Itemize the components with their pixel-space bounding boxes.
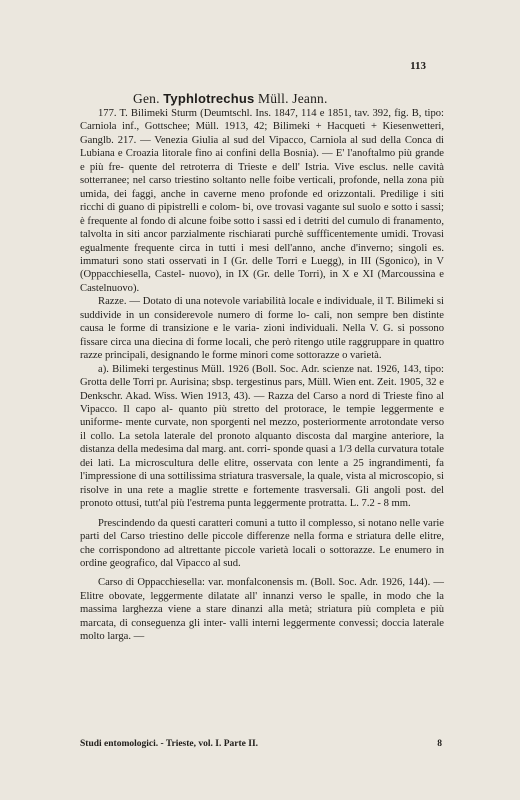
text-line: angoli post. del pronoto ottusi, tutt'al più l'estrema punta leggermente	[80, 484, 444, 510]
page-number: 113	[410, 60, 426, 72]
text-line: cali, non sempre ben distinte causa le forme di transizione e le varia-	[80, 309, 444, 335]
text-line: forme locali, che però ritengo utile raggruppare in quattro razze	[80, 336, 445, 362]
text-line: fino ai confini della Bosnia). — E' l'anoftalmo più grande e più fre-	[80, 148, 444, 173]
text-line: quanto più stretto del protorace, le tempie leggermente e uniforme-	[80, 403, 444, 429]
text-line: talvolta in siti ancor parzialmente rischiarati purchè suffficentemente	[80, 229, 382, 241]
text-line: pars, Müll. Wien ent. Zeit. 1905, 32 e Denkschr. Akad. Wiss. Wien 1913,	[80, 377, 444, 402]
footer-signature: 8	[437, 739, 442, 749]
text-line: orizzontali. Predilige i siti ricchi di guano di pipistrelli e colom-	[80, 188, 444, 214]
text-line: il T. Bilimeki si suddivide in un considerevole numero di forme lo-	[80, 296, 444, 321]
paragraph-a	[80, 363, 444, 511]
text-line: sotterranee; nel carso triestino soltanto nelle foibe verticali, profonde,	[80, 175, 384, 187]
text-line: delle Torri e Luegg), in III (Sgonico), in V (Oppacchiesella, Castel-	[80, 255, 444, 281]
text-line: nella zona più umida, dei faggi, anche in caverne meno profonde ed	[80, 175, 445, 200]
text-line: margine anteriore, la distanza della medesima dal marg. ant. corri-	[80, 430, 444, 456]
text-line: umidi. Trovasi egualmente frequente circa in tutti i mesi dell'anno,	[80, 229, 444, 254]
text-line: si risolve in una rete a maglie strette e fortemente trasversali. Gli	[80, 471, 444, 496]
text-line: protratta. L. 7.2 - 8 mm.	[308, 498, 411, 510]
text-line: nuovo), in IX (Gr. delle Torri), in X e XI (Marcoussina e Castelnuovo).	[80, 269, 445, 294]
text-line: principali, designando le forme minori come sottorazze o varietà.	[104, 350, 382, 362]
text-line: verso il collo. La setola laterale del pronoto alquanto discosta dal	[80, 417, 445, 442]
text-line: Carso di Oppacchiesella: var. monfalconensis m. (Boll. Soc. Adr.	[98, 577, 382, 589]
page-body	[80, 107, 444, 644]
text-line: Hacqueti + Kiesenwetteri, Ganglb. 217. — Venezia Giulia al sud del	[80, 121, 444, 146]
paragraph-prescindendo	[80, 517, 444, 571]
text-line: spalle, in modo che la massima larghezza viene a stare dinanzi alla	[80, 590, 444, 616]
text-line: a). Bilimeki tergestinus Müll. 1926 (Boll. Soc. Adr. scienze nat.	[98, 363, 376, 375]
genus-prefix: Gen.	[133, 91, 160, 106]
text-line: Razze. — Dotato di una notevole variabilità locale e individuale,	[98, 296, 378, 308]
text-line: mente curvate, non sporgenti nel mezzo, posteriormente arrotondate	[125, 417, 422, 429]
text-line: Vipacco, Carniola al sud della Conca di Lubiana e Croazia litorale	[80, 134, 444, 160]
paragraph-razze	[80, 295, 444, 362]
text-line: notano nelle varie parti del Carso triestino delle piccole differenze	[80, 517, 444, 543]
paragraph-carso	[80, 576, 444, 643]
text-line: fig. B, tipo: Carniola inf., Gottschee; Müll. 1913, 42; Bilimeki +	[80, 108, 444, 133]
text-line: delle elitre, osservata con lente a 25 ingrandimenti, fa l'impressione	[80, 457, 444, 483]
text-line: 1926, 143, tipo: Grotta delle Torri pr. Aurisina; sbsp. tergestinus	[80, 363, 444, 389]
text-line: di alcune foibe sotto i sassi ed i detriti del cumulo di franamento,	[167, 215, 444, 227]
text-line: 177. T. Bilimeki Sturm (Deumtschl. Ins. 1847, 114 e 1851, tav. 392,	[98, 108, 395, 119]
text-line: valli interni leggermente convessi; doccia laterale molto larga. —	[80, 617, 444, 643]
genus-author: Müll. Jeann.	[258, 91, 328, 106]
text-line: sponde quasi a 1/3 della curvatura totale dei lati. La microscultura	[80, 444, 444, 469]
text-line: 1926, 144). — Elitre obovate, leggermente dilatate all' innanzi verso le	[80, 577, 445, 602]
text-line: bi, ove trovasi vagante sul suolo e sotto i sassi; è frequente al fondo	[80, 202, 444, 227]
text-line: 43). — Razza del Carso a nord di Trieste fino al Vipacco. Il capo al-	[80, 390, 444, 415]
text-line: quente del retroterra di Trieste e dell' Istria. Vive esclus. nelle cavità	[128, 161, 444, 173]
text-line: di una sottilissima striatura trasversale, la quale, vista al microscopio,	[138, 471, 437, 483]
genus-name: Typhlotrechus	[163, 91, 255, 106]
footer-journal: Studi entomologici. - Trieste, vol. I. Parte II.	[80, 739, 259, 749]
text-line: anche d'inverno; singoli es. immaturi sono stati osservati in I (Gr.	[80, 242, 444, 267]
text-line: Prescindendo da questi caratteri comuni a tutto il complesso, si	[98, 517, 369, 529]
text-line: metà; striatura più completa e più marcata, di conseguenza gli inter-	[80, 604, 444, 629]
text-line: piccole varietà locali o sottorazze. Le enumero in ordine geografico,	[80, 544, 444, 569]
text-line: dal Vipacco al sud.	[160, 557, 241, 569]
page-footer	[80, 739, 442, 749]
text-line: zioni individuali. Nella V. G. si possono fissare circa una diecina di	[80, 323, 445, 348]
text-line: nella forma e striatura delle elitre, che corrispondono ad altrettante	[80, 531, 444, 556]
paragraph-177	[80, 107, 444, 295]
genus-heading	[133, 91, 328, 107]
